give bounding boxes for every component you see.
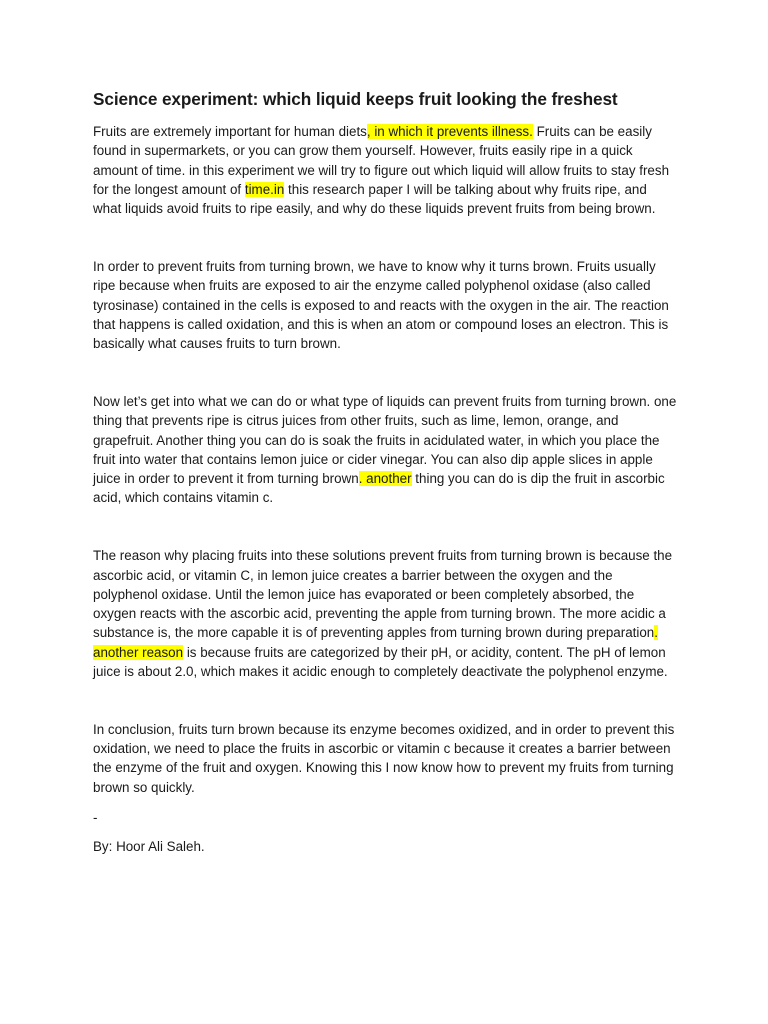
- paragraph-text: thing you can do is dip the fruit in ascorbic acid, which contains vitamin c.: [93, 471, 665, 506]
- document-title: Science experiment: which liquid keeps fruit looking the freshest: [93, 89, 618, 109]
- highlighted-text: . another reason: [93, 625, 658, 660]
- highlighted-text: . another: [358, 471, 412, 487]
- paragraph-conclusion: [93, 720, 678, 797]
- paragraph-why-fruits-brown: [93, 257, 678, 353]
- paragraph-text: Fruits are extremely important for human diets: [93, 124, 367, 139]
- paragraph-text: In order to prevent fruits from turning brown, we have to know why it turns brown. Fruits usually ripe because when fruits are exposed to air the enzyme called polyphenol oxidase (also called tyrosinase) contained in the cells is exposed to and reacts with the oxygen in the air. The reaction that happens is called oxidation, and this is when an atom or compound loses an electron. This is basically what causes fruits to turn brown.: [93, 258, 669, 352]
- paragraph-text: Now let’s get into what we can do or what type of liquids can prevent fruits from turning brown. one thing that prevents ripe is citrus juices from other fruits, such as lime, lemon, orange, and grapefruit. Another thing you can do is soak the fruits in acidulated water, in which you place the fruit into water that contains lemon juice or cider vinegar. You can also dip apple slices in apple juice in order to prevent it from turning brown: [93, 393, 677, 487]
- paragraph-prevention-methods: [93, 392, 678, 508]
- paragraph-text: Fruits can be easily found in supermarkets, or you can grow them yourself. However, fruits easily ripe in a quick amount of time. in this experiment we will try to figure out which liquid will allow fruits to stay fresh for the longest amount of: [93, 124, 670, 197]
- paragraph-text: The reason why placing fruits into these solutions prevent fruits from turning brown is because the ascorbic acid, or vitamin C, in lemon juice creates a barrier between the oxygen and the polyphenol oxidase. Until the lemon juice has evaporated or been completely absorbed, the oxygen reacts with the ascorbic acid, preventing the apple from turning brown. The more acidic a substance is, the more capable it is of preventing apples from turning brown during preparation: [93, 548, 673, 641]
- highlighted-text: time.in: [244, 181, 285, 197]
- paragraph-reasoning: [93, 546, 678, 681]
- paragraph-text: this research paper I will be talking about why fruits ripe, and what liquids avoid fruits to ripe easily, and why do these liquids prevent fruits from being brown.: [93, 181, 656, 217]
- highlighted-text: , in which it prevents illness.: [366, 124, 533, 139]
- author-byline: By: Hoor Ali Saleh.: [93, 839, 205, 855]
- paragraph-introduction: [93, 122, 678, 218]
- paragraph-text: In conclusion, fruits turn brown because its enzyme becomes oxidized, and in order to prevent this oxidation, we need to place the fruits in ascorbic or vitamin c because it creates a barrier between the enzyme of the fruit and oxygen. Knowing this I now know how to prevent my fruits from turning brown so quickly.: [93, 721, 675, 795]
- separator-dash: -: [93, 810, 98, 826]
- paragraph-text: is because fruits are categorized by their pH, or acidity, content. The pH of lemon juice is about 2.0, which makes it acidic enough to completely deactivate the polyphenol enzyme.: [93, 644, 668, 680]
